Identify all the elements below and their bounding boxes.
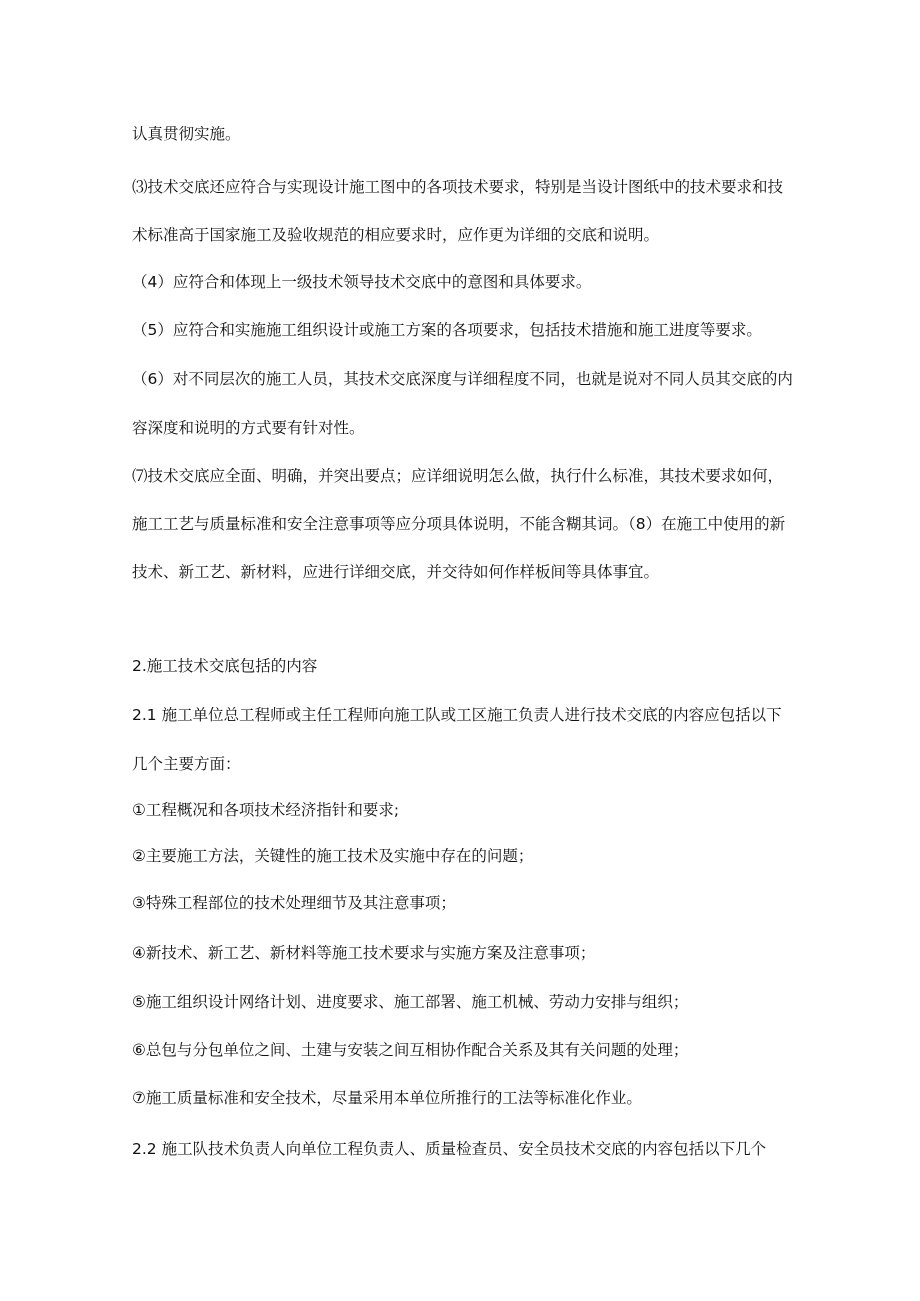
- paragraph-line: （4）应符合和体现上一级技术领导技术交底中的意图和具体要求。: [132, 273, 592, 291]
- paragraph-line: 容深度和说明的方式要有针对性。: [132, 419, 365, 437]
- list-item: ⑤施工组织设计网络计划、进度要求、施工部署、施工机械、劳动力安排与组织；: [132, 993, 689, 1011]
- paragraph-line: 2.2 施工队技术负责人向单位工程负责人、质量检查员、安全员技术交底的内容包括以下几个: [132, 1140, 767, 1158]
- list-item: ②主要施工方法，关键性的施工技术及实施中存在的问题；: [132, 847, 534, 865]
- list-item: ⑦施工质量标准和安全技术，尽量采用本单位所推行的工法等标准化作业。: [132, 1089, 642, 1107]
- paragraph-line: 施工工艺与质量标准和安全注意事项等应分项具体说明，不能含糊其词。（8）在施工中使用的新: [132, 515, 786, 533]
- paragraph-line: 技术、新工艺、新材料，应进行详细交底，并交待如何作样板间等具体事宜。: [132, 563, 660, 581]
- paragraph-line: ⑶技术交底还应符合与实现设计施工图中的各项技术要求，特别是当设计图纸中的技术要求和技: [132, 178, 784, 196]
- paragraph-line: 认真贯彻实施。: [132, 125, 241, 143]
- paragraph-line: 2.1 施工单位总工程师或主任工程师向施工队或工区施工负责人进行技术交底的内容应包括以下: [132, 706, 782, 724]
- list-item: ①工程概况和各项技术经济指针和要求;: [132, 801, 400, 819]
- paragraph-line: 几个主要方面：: [132, 755, 241, 773]
- list-item: ③特殊工程部位的技术处理细节及其注意事项；: [132, 894, 456, 912]
- paragraph-line: （5）应符合和实施施工组织设计或施工方案的各项要求，包括技术措施和施工进度等要求。: [132, 321, 762, 339]
- list-item: ⑥总包与分包单位之间、土建与安装之间互相协作配合关系及其有关问题的处理；: [132, 1041, 689, 1059]
- list-item: ④新技术、新工艺、新材料等施工技术要求与实施方案及注意事项；: [132, 944, 596, 962]
- paragraph-line: 术标准高于国家施工及验收规范的相应要求时，应作更为详细的交底和说明。: [132, 226, 660, 244]
- section-heading: 2.施工技术交底包括的内容: [132, 657, 318, 675]
- paragraph-line: （6）对不同层次的施工人员，其技术交底深度与详细程度不同，也就是说对不同人员其交底的内: [132, 370, 793, 388]
- paragraph-line: ⑺技术交底应全面、明确，并突出要点；应详细说明怎么做，执行什么标准，其技术要求如何，: [132, 467, 784, 485]
